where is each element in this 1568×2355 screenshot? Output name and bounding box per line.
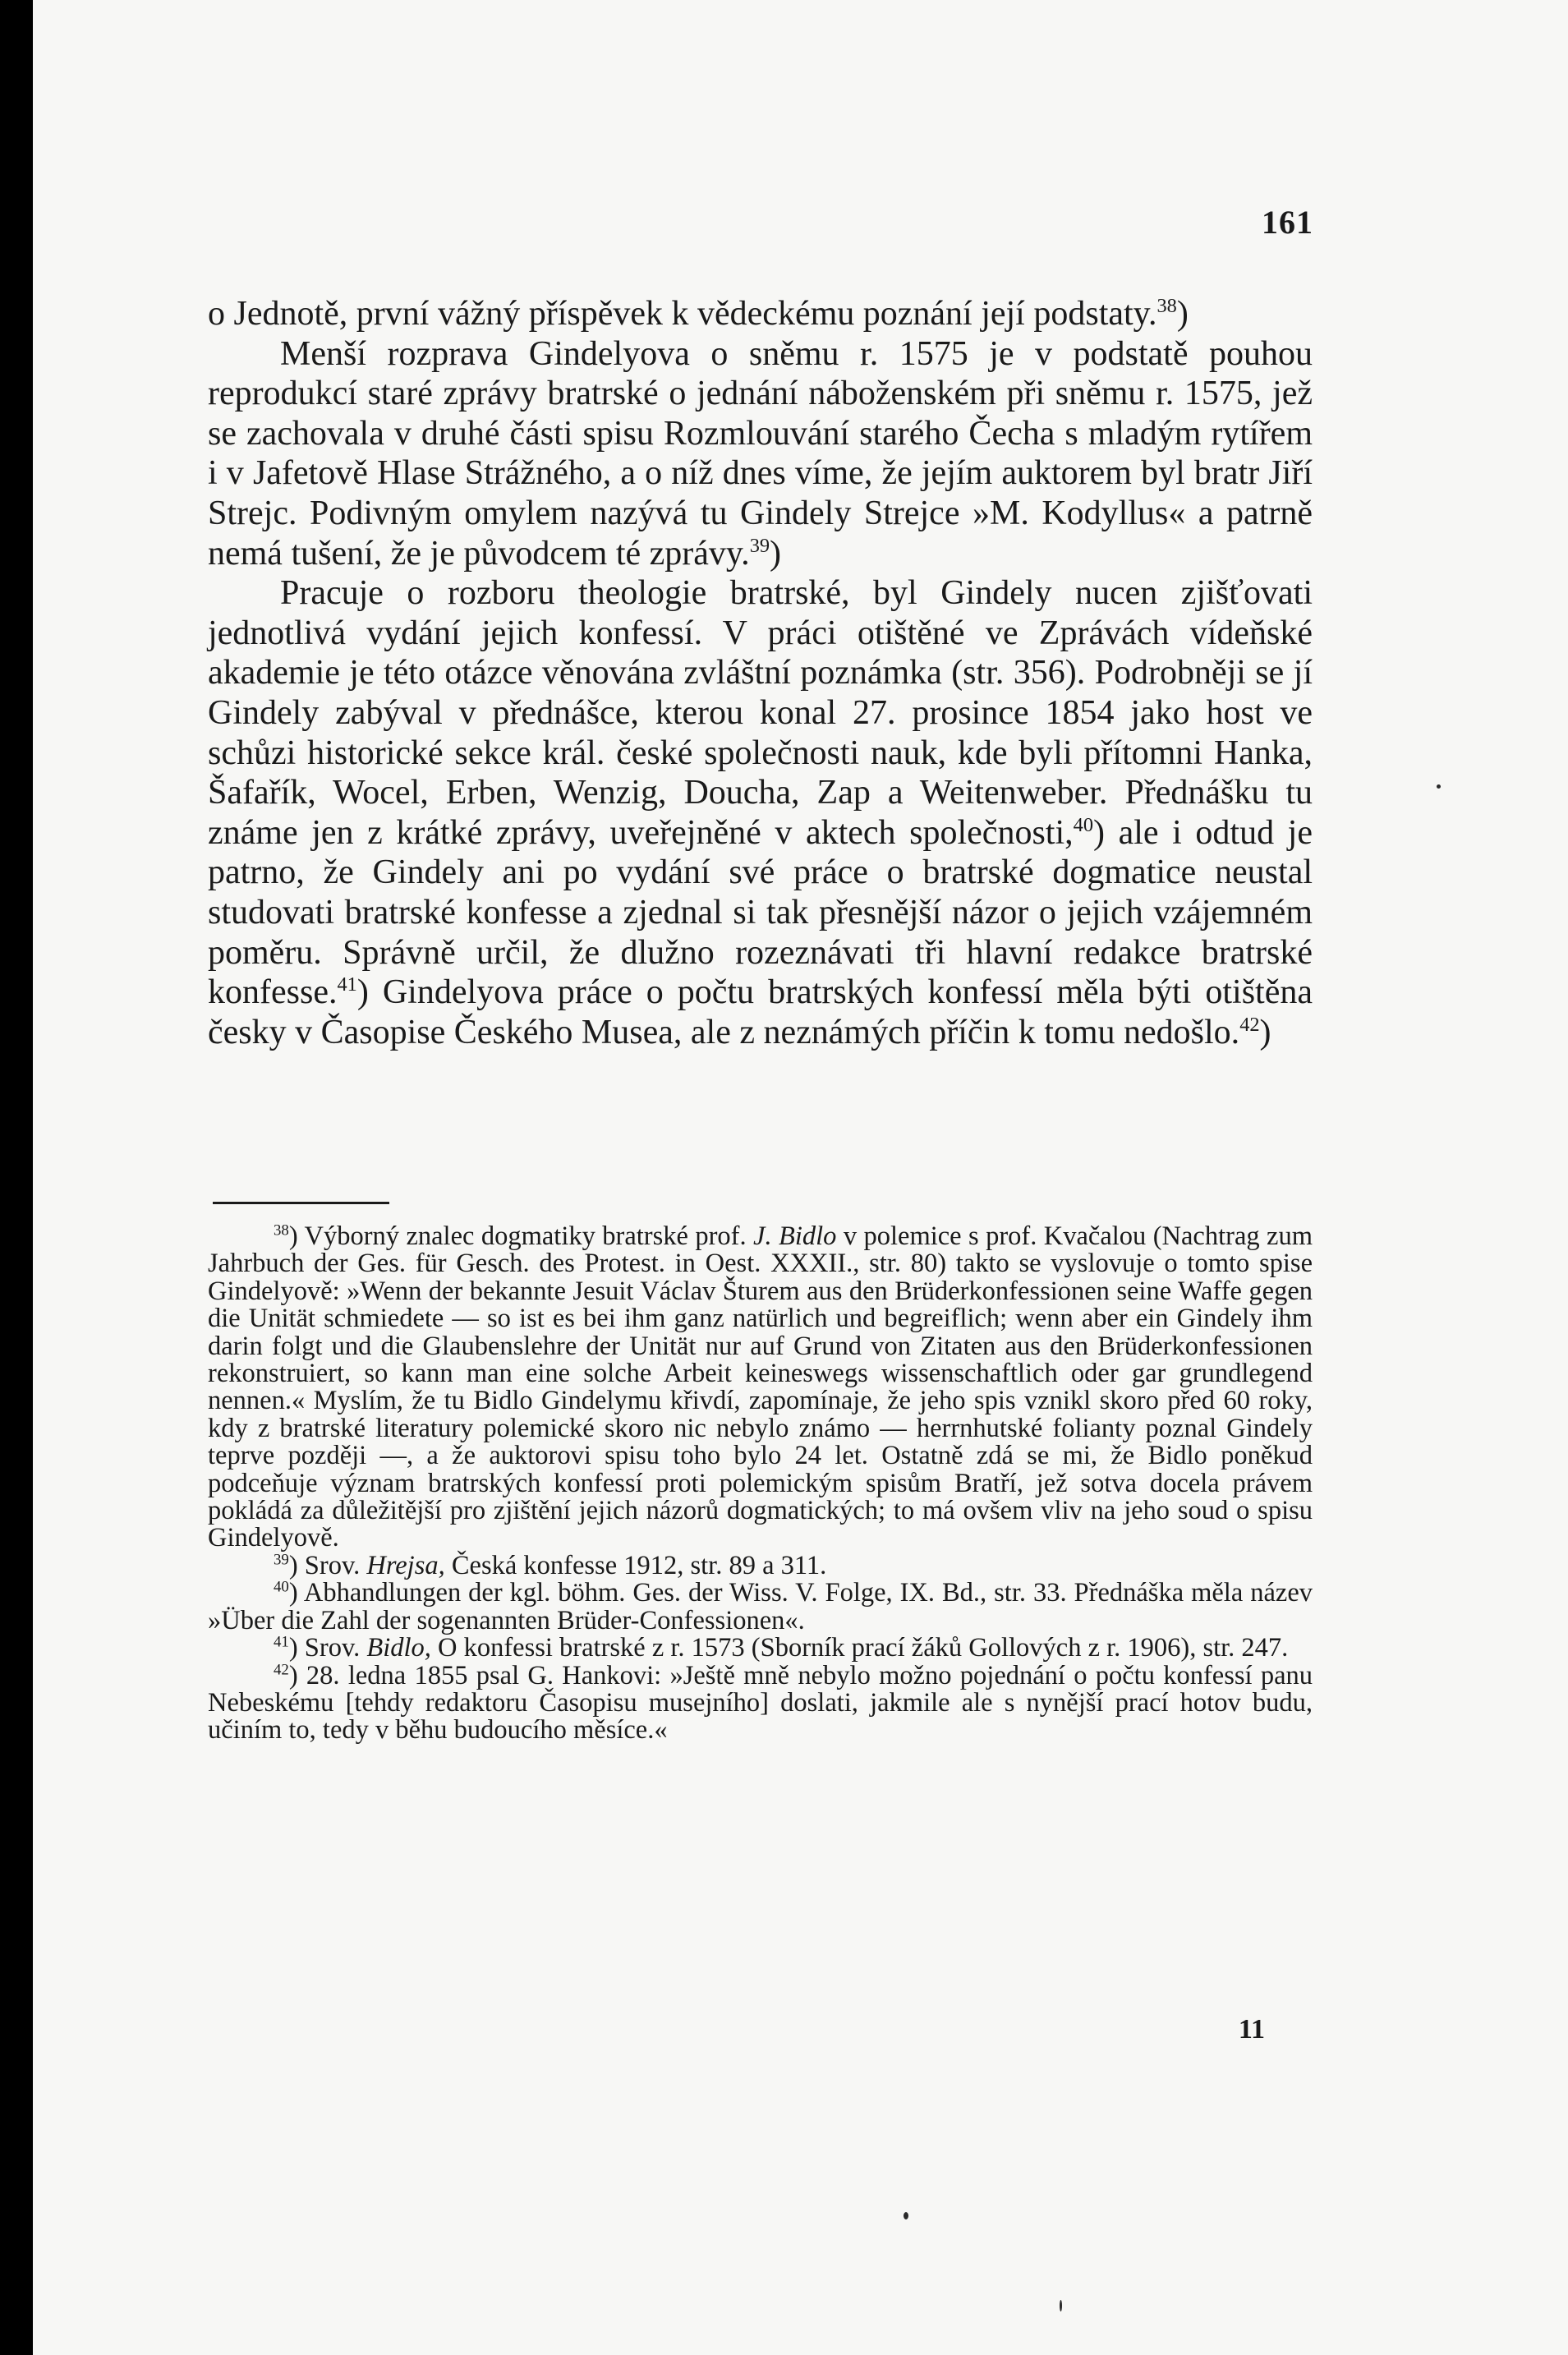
footnote-39-text: Česká konfesse 1912, str. 89 a 311. bbox=[444, 1550, 827, 1580]
footnote-divider bbox=[213, 1202, 389, 1204]
footnote-42-text: ) 28. ledna 1855 psal G. Hankovi: »Ještě mně nebylo možno pojednání o počtu konfessí panu Nebeskému [tehdy redaktoru Časopisu musejního] doslati, jakmile ale s nynější prací hotov budu, učiním to, tedy v běhu budoucího měsíce.« bbox=[208, 1660, 1313, 1746]
footnote-39-mark: 39 bbox=[274, 1551, 289, 1569]
footnote-41-mark: 41 bbox=[274, 1633, 289, 1651]
footnote-38 bbox=[208, 1223, 1313, 1552]
scan-speck bbox=[1060, 2300, 1062, 2311]
footnote-40-text: ) Abhandlungen der kgl. böhm. Ges. der Wiss. V. Folge, IX. Bd., str. 33. Přednáška měla název »Über die Zahl der sogenannten Brüder-Confessionen«. bbox=[208, 1578, 1313, 1635]
footnote-ref-41[interactable]: 41 bbox=[337, 973, 357, 996]
footnote-ref-38[interactable]: 38 bbox=[1156, 294, 1177, 317]
paragraph-2-text: Menší rozprava Gindelyova o sněmu r. 1575 je v podstatě pouhou reprodukcí staré zprávy bratrské o jednání náboženském při sněmu r. 1575, jež se zachovala v druhé části spisu Rozmlouvání starého Čecha s mladým rytířem i v Jafetově Hlase Strážného, a o níž dnes víme, že jejím auktorem byl bratr Jiří Strejc. Podivným omylem nazývá tu Gindely Strejce »M. Kodyllus« a patrně nemá tušení, že je původcem té zprávy. bbox=[208, 334, 1313, 573]
paragraph-3-seg3: ) Gindelyova práce o počtu bratrských konfessí měla býti otištěna česky v Časopise Českého Musea, ale z neznámých příčin k tomu nedošlo. bbox=[208, 973, 1313, 1051]
footnote-ref-39[interactable]: 39 bbox=[749, 534, 770, 557]
page-number: 161 bbox=[1262, 204, 1313, 241]
footnote-ref-40[interactable]: 40 bbox=[1073, 813, 1093, 836]
footnote-ref-42[interactable]: 42 bbox=[1239, 1013, 1260, 1036]
paragraph-2 bbox=[208, 334, 1313, 574]
paragraph-1-close: ) bbox=[1176, 295, 1189, 333]
signature-mark: 11 bbox=[1238, 2014, 1265, 2045]
paragraph-3 bbox=[208, 573, 1313, 1052]
footnote-40-mark: 40 bbox=[274, 1578, 289, 1596]
footnote-38-mark: 38 bbox=[274, 1221, 289, 1240]
footnote-39-lead: ) Srov. bbox=[288, 1550, 367, 1580]
scan-speck bbox=[904, 2212, 908, 2219]
footnote-42 bbox=[208, 1660, 1313, 1746]
footnotes bbox=[208, 1223, 1313, 1745]
footnote-41-lead: ) Srov. bbox=[288, 1633, 367, 1663]
footnote-42-mark: 42 bbox=[274, 1660, 289, 1678]
paragraph-3-seg1: Pracuje o rozboru theologie bratrské, byl Gindely nucen zjišťovati jednotlivá vydání jejich konfessí. V práci otištěné ve Zprávách vídeňské akademie je této otázce věnována zvláštní poznámka (str. 356). Podrobněji se jí Gindely zabýval v přednášce, kterou konal 27. prosince 1854 jako host ve schůzi historické sekce král. české společnosti nauk, kde byli přítomni Hanka, Šafařík, Wocel, Erben, Wenzig, Doucha, Zap a Weitenweber. Přednášku tu známe jen z krátké zprávy, uveřejněné v aktech společnosti, bbox=[208, 574, 1313, 852]
footnote-40 bbox=[208, 1580, 1313, 1635]
paragraph-2-close: ) bbox=[770, 534, 782, 573]
footnote-39 bbox=[208, 1552, 1313, 1580]
footnote-41-text: O konfessi bratrské z r. 1573 (Sborník prací žáků Gollových z r. 1906), str. 247. bbox=[430, 1633, 1289, 1663]
footnote-38-lead: ) Výborný znalec dogmatiky bratrské prof. bbox=[288, 1221, 754, 1251]
paragraph-3-seg2: ) ale i odtud je patrno, že Gindely ani po vydání své práce o bratrské dogmatice neustal studovati bratrské konfesse a zjednal si tak přesnější názor o jejich vzájemném poměru. Správně určil, že dlužno rozeznávati tři hlavní redakce bratrské konfesse. bbox=[208, 813, 1313, 1012]
footnote-39-author: Hrejsa, bbox=[366, 1550, 445, 1580]
main-text bbox=[208, 294, 1313, 1052]
paragraph-1-text: o Jednotě, první vážný příspěvek k vědeckému poznání její podstaty. bbox=[208, 295, 1157, 333]
footnote-38-text: v polemice s prof. Kvačalou (Nachtrag zum Jahrbuch der Ges. für Gesch. des Protest. in Oest. XXXII., str. 80) takto se vyslovuje o tomto spise Gindelyově: »Wenn der bekannte Jesuit Václav Šturem aus den Brüderkonfessionen seine Waffe gegen die Unität schmiedete — so ist es bei ihm ganz natürlich und begreiflich; wenn aber ein Gindely ihm darin folgt und die Glaubenslehre der Unität nur auf Grund von Zitaten aus den Brüderkonfessionen rekonstruiert, so kann man eine solche Arbeit keineswegs wissenschaftlich oder gar grundlegend nennen.« Myslím, že tu Bidlo Gindelymu křivdí, zapomínaje, že jeho spis vznikl skoro před 60 roky, kdy z bratrské literatury polemické skoro nic nebylo známo — herrnhutské folianty poznal Gindely teprve později —, a že auktorovi spisu toho bylo 24 let. Ostatně zdá se mi, že Bidlo poněkud podceňuje význam bratrských konfessí proti polemickým spisům Bratří, jež sotva docela právem pokládá za důležitější pro zjištění jejich názorů dogmatických; to má ovšem vliv na jeho soud o spisu Gindelyově. bbox=[208, 1221, 1313, 1553]
scan-dark-edge bbox=[0, 0, 33, 2355]
paragraph-1 bbox=[208, 294, 1313, 334]
footnote-41 bbox=[208, 1635, 1313, 1662]
book-page bbox=[33, 0, 1568, 2355]
footnote-38-author: J. Bidlo bbox=[753, 1221, 837, 1251]
footnote-41-author: Bidlo, bbox=[366, 1633, 431, 1663]
scan-speck bbox=[1437, 784, 1441, 789]
paragraph-3-seg4: ) bbox=[1259, 1013, 1271, 1051]
